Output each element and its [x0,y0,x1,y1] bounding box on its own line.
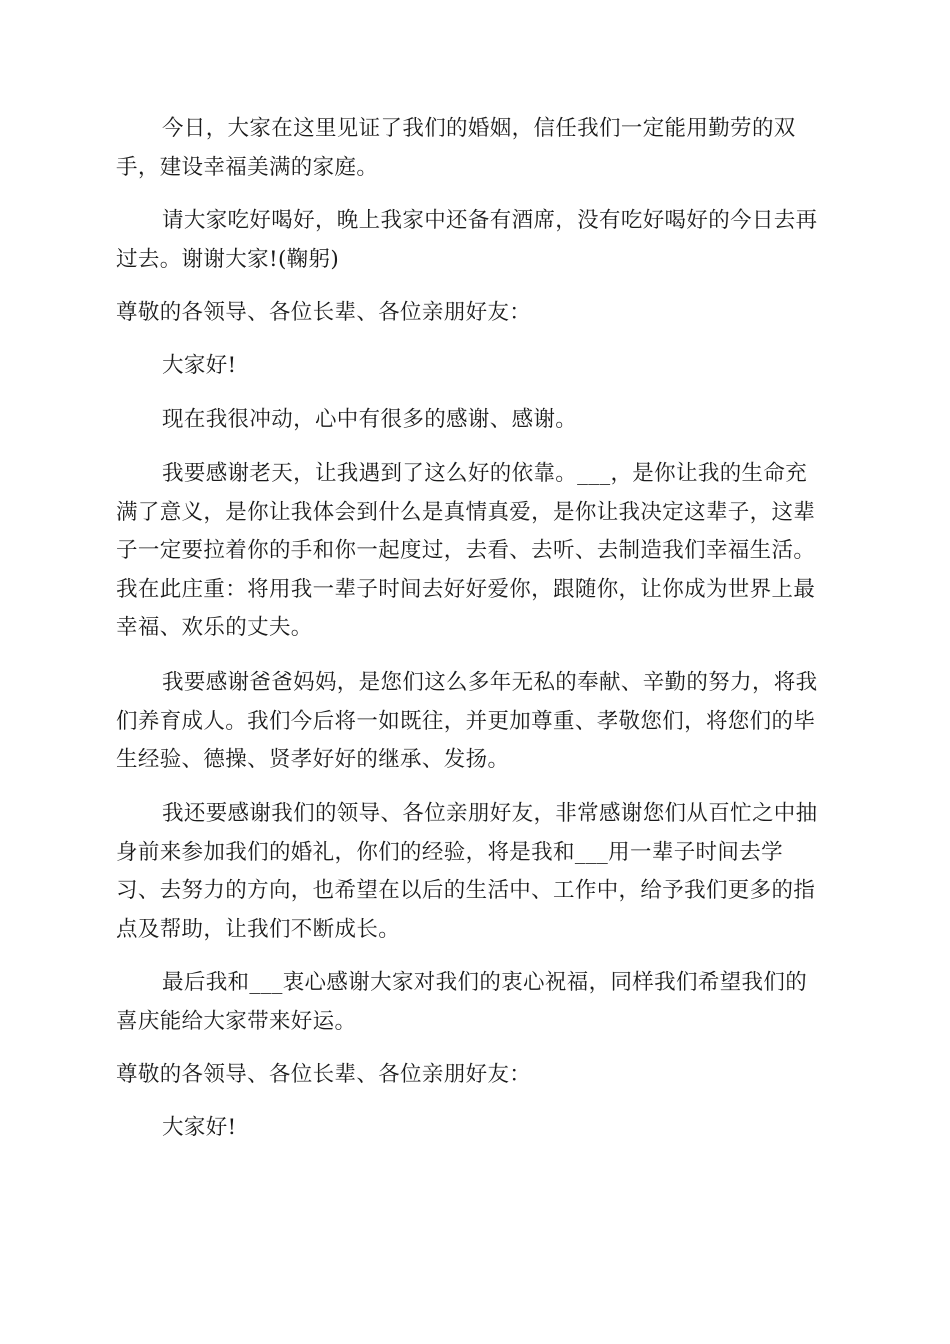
paragraph-1 [116,110,836,187]
paragraph-line: 生经验、德操、贤孝好好的继承、发扬。 [116,747,510,772]
paragraph-9 [116,964,836,1041]
salutation-2 [116,1056,836,1095]
greeting-line: 大家好! [162,1115,237,1140]
paragraph-line: 最后我和___衷心感谢大家对我们的衷心祝福，同样我们希望我们的 [162,970,808,995]
paragraph-8 [116,795,836,949]
salutation-line: 尊敬的各领导、各位长辈、各位亲朋好友： [116,300,532,325]
paragraph-line: 幸福、欢乐的丈夫。 [116,615,313,640]
paragraph-line: 身前来参加我们的婚礼，你们的经验，将是我和___用一辈子时间去学 [116,839,783,865]
paragraph-line: 过去。谢谢大家!(鞠躬) [116,246,340,272]
paragraph-6 [116,455,836,648]
paragraph-line: 们养育成人。我们今后将一如既往，并更加尊重、孝敬您们，将您们的毕 [116,708,816,734]
paragraph-line: 点及帮助，让我们不断成长。 [116,916,401,942]
greeting-1 [116,347,836,386]
paragraph-line: 我要感谢老天，让我遇到了这么好的依靠。___，是你让我的生命充 [162,461,808,486]
paragraph-line: 喜庆能给大家带来好运。 [116,1008,357,1034]
paragraph-line: 请大家吃好喝好，晚上我家中还备有酒席，没有吃好喝好的今日去再 [162,208,818,233]
paragraph-line: 我要感谢爸爸妈妈，是您们这么多年无私的奉献、辛勤的努力，将我 [162,670,818,695]
paragraph-line: 现在我很冲动，心中有很多的感谢、感谢。 [162,407,578,432]
paragraph-7 [116,664,836,780]
greeting-line: 大家好! [162,353,237,378]
paragraph-line: 我在此庄重：将用我一辈子时间去好好爱你，跟随你，让你成为世界上最 [116,576,816,602]
paragraph-line: 今日，大家在这里见证了我们的婚姻，信任我们一定能用勤劳的双 [162,116,796,141]
paragraph-line: 满了意义，是你让我体会到什么是真情真爱，是你让我决定这辈子，这辈 [116,499,816,525]
salutation-1 [116,294,836,333]
paragraph-line: 子一定要拉着你的手和你一起度过，去看、去听、去制造我们幸福生活。 [116,538,816,563]
paragraph-line: 习、去努力的方向，也希望在以后的生活中、工作中，给予我们更多的指 [116,878,816,903]
salutation-line: 尊敬的各领导、各位长辈、各位亲朋好友： [116,1062,532,1087]
paragraph-line: 手，建设幸福美满的家庭。 [116,154,379,180]
paragraph-5 [116,401,836,440]
greeting-2 [116,1109,836,1148]
paragraph-2 [116,202,836,279]
paragraph-line: 我还要感谢我们的领导、各位亲朋好友，非常感谢您们从百忙之中抽 [162,801,818,826]
